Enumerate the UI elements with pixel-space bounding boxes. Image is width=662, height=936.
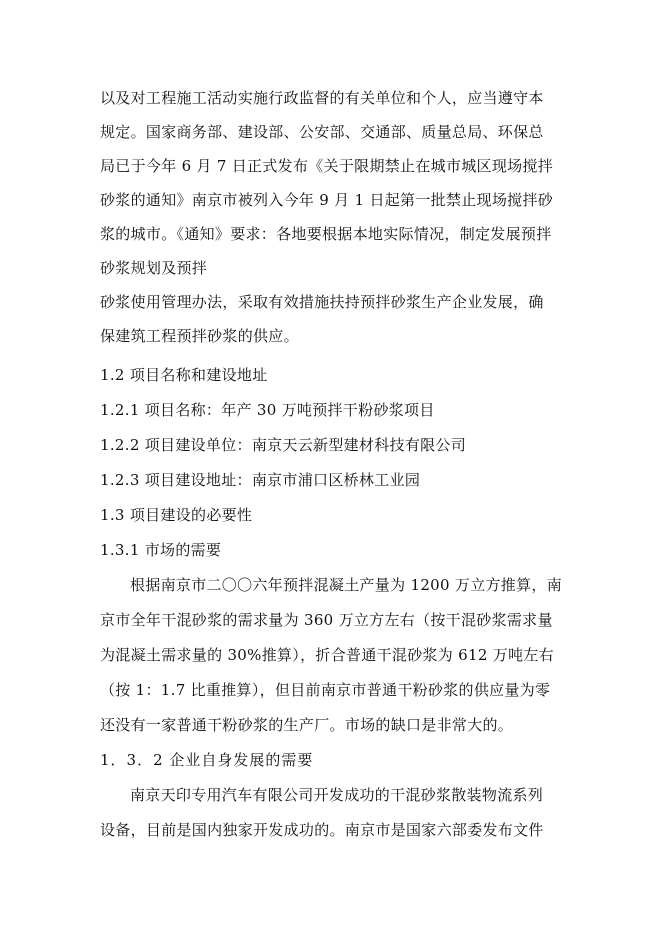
paragraph-line: 规定。国家商务部、建设部、公安部、交通部、质量总局、环保总 [100,123,544,141]
paragraph-line: 根据南京市二〇〇六年预拌混凝土产量为 1200 万立方推算，南 [130,576,563,594]
subsection-heading: 1.2.2 项目建设单位：南京天云新型建材科技有限公司 [100,436,467,454]
paragraph-line: 砂浆使用管理办法，采取有效措施扶持预拌砂浆生产企业发展，确 [100,293,544,311]
subsection-heading: 1.2.1 项目名称：年产 30 万吨预拌干粉砂浆项目 [100,401,435,419]
paragraph-line: 砂浆的通知》南京市被列入今年 9 月 1 日起第一批禁止现场搅拌砂 [100,191,554,209]
section-heading: 1.3 项目建设的必要性 [100,506,253,524]
paragraph-line: 浆的城市。《通知》要求：各地要根据本地实际情况，制定发展预拌 [100,225,552,243]
paragraph-line: 局已于今年 6 月 7 日正式发布《关于限期禁止在城市城区现场搅拌 [100,157,554,175]
paragraph-line: 南京天印专用汽车有限公司开发成功的干混砂浆散装物流系列 [130,786,544,804]
paragraph-line: 还没有一家普通干粉砂浆的生产厂。市场的缺口是非常大的。 [100,716,514,734]
paragraph-line: 砂浆规划及预拌 [100,259,208,277]
paragraph-line: 以及对工程施工活动实施行政监督的有关单位和个人，应当遵守本 [100,89,544,107]
subsection-heading: 1.2.3 项目建设地址：南京市浦口区桥林工业园 [100,471,421,489]
paragraph-line: 京市全年干混砂浆的需求量为 360 万立方左右（按干混砂浆需求量 [100,611,553,629]
section-heading: 1.2 项目名称和建设地址 [100,366,268,384]
paragraph-line: 为混凝土需求量的 30%推算），折合普通干混砂浆为 612 万吨左右 [100,646,554,664]
paragraph-line: （按 1：1.7 比重推算），但目前南京市普通干粉砂浆的供应量为零 [100,681,551,699]
subsection-heading: 1．3．2 企业自身发展的需要 [100,751,314,769]
subsection-heading: 1.3.1 市场的需要 [100,541,222,559]
paragraph-line: 设备，目前是国内独家开发成功的。南京市是国家六部委发布文件 [100,821,544,839]
paragraph-line: 保建筑工程预拌砂浆的供应。 [100,327,299,345]
